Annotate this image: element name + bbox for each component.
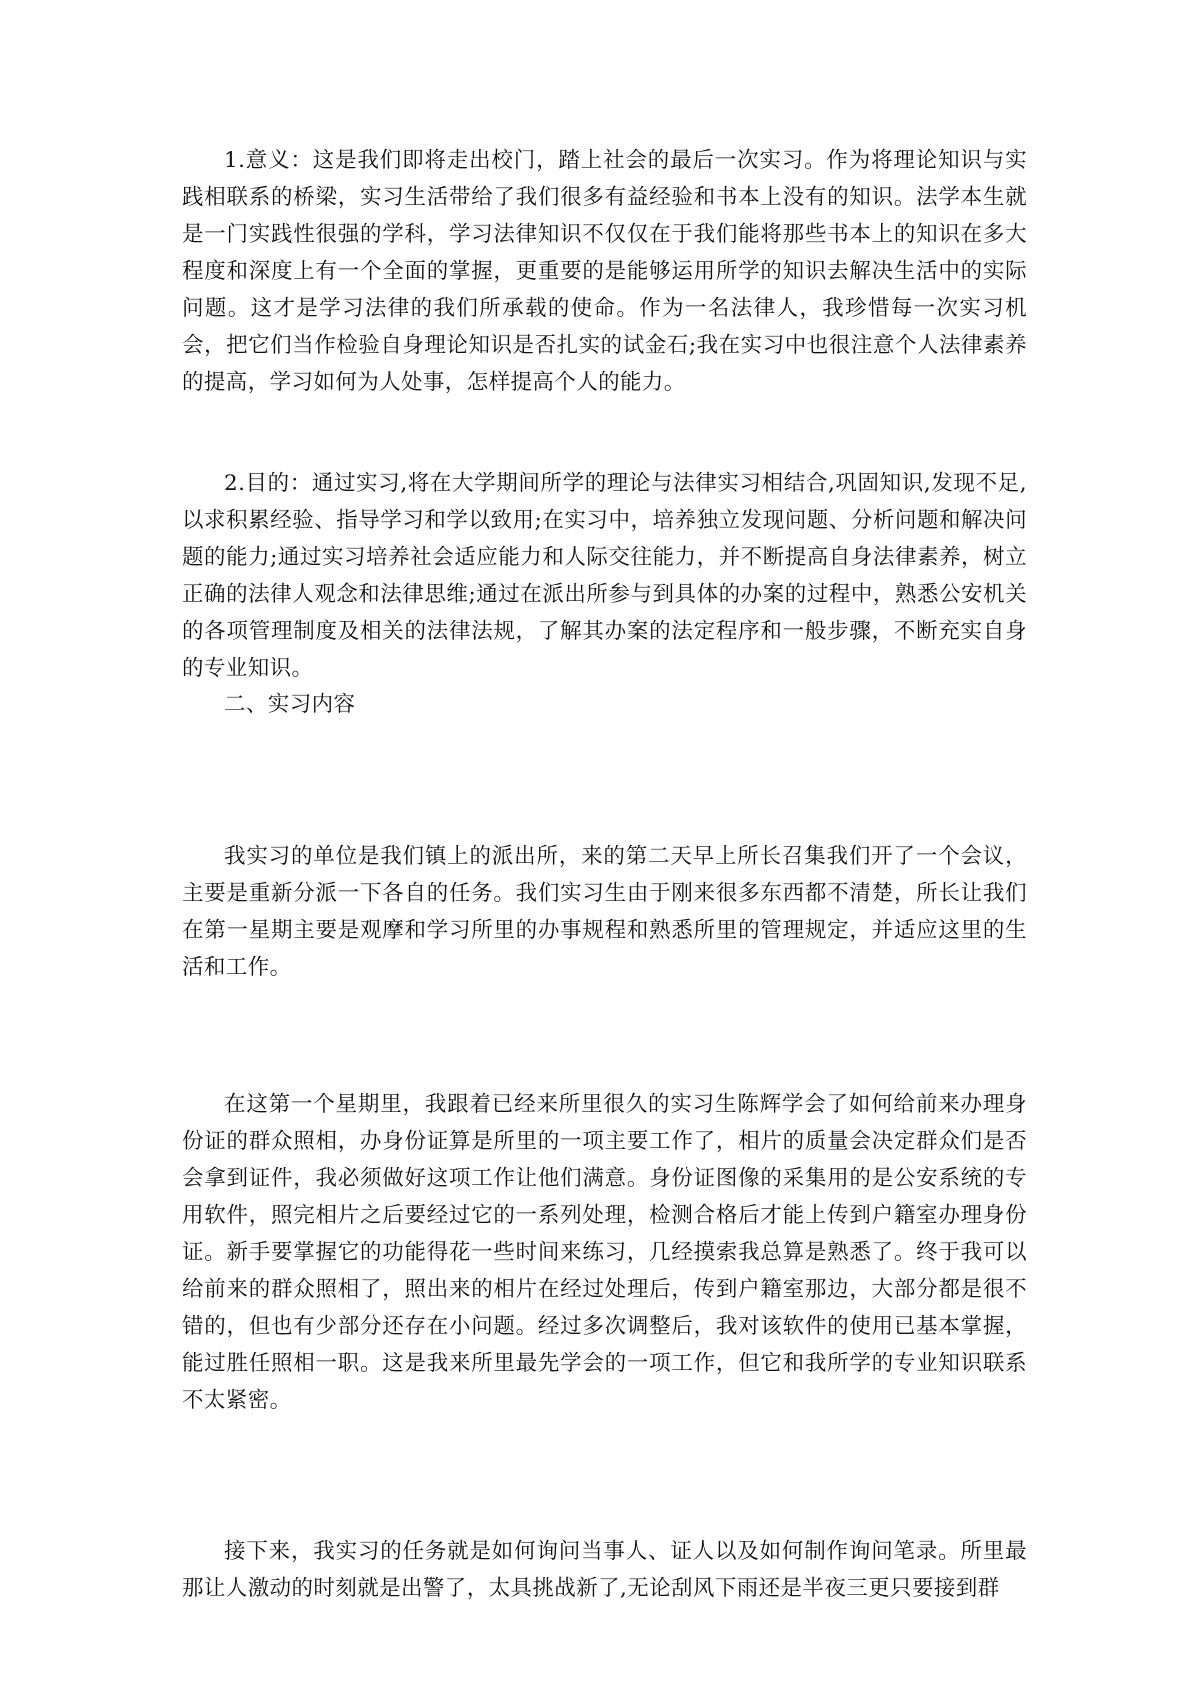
paragraph-purpose: 2.目的：通过实习,将在大学期间所学的理论与法律实习相结合,巩固知识,发现不足,以求积累经验、指导学习和学以致用;在实习中，培养独立发现问题、分析问题和解决问题的能力;通过实习培养社会适应能力和人际交往能力，并不断提高自身法律素养，树立正确的法律人观念和法律思维;通过在派出所参与到具体的办案的过程中，熟悉公安机关的各项管理制度及相关的法律法规，了解其办案的法定程序和一般步骤，不断充实自身的专业知识。 <box>182 471 1027 681</box>
paragraph-internship-unit: 我实习的单位是我们镇上的派出所，来的第二天早上所长召集我们开了一个会议，主要是重新分派一下各自的任务。我们实习生由于刚来很多东西都不清楚，所长让我们在第一星期主要是观摩和学习所里的办事规程和熟悉所里的管理规定，并适应这里的生活和工作。 <box>182 844 1027 980</box>
section-heading-internship-content: 二、实习内容 <box>224 692 356 717</box>
paragraph-next-task: 接下来，我实习的任务就是如何询问当事人、证人以及如何制作询问笔录。所里最那让人激动的时刻就是出警了，太具挑战新了,无论刮风下雨还是半夜三更只要接到群 <box>182 1539 1027 1601</box>
paragraph-significance: 1.意义：这是我们即将走出校门，踏上社会的最后一次实习。作为将理论知识与实践相联系的桥梁，实习生活带给了我们很多有益经验和书本上没有的知识。法学本生就是一门实践性很强的学科，学习法律知识不仅仅在于我们能将那些书本上的知识在多大程度和深度上有一个全面的掌握，更重要的是能够运用所学的知识去解决生活中的实际问题。这才是学习法律的我们所承载的使命。作为一名法律人，我珍惜每一次实习机会，把它们当作检验自身理论知识是否扎实的试金石;我在实习中也很注意个人法律素养的提高，学习如何为人处事，怎样提高个人的能力。 <box>182 148 1027 395</box>
paragraph-first-week: 在这第一个星期里，我跟着已经来所里很久的实习生陈辉学会了如何给前来办理身份证的群众照相，办身份证算是所里的一项主要工作了，相片的质量会决定群众们是否会拿到证件，我必须做好这项工作让他们满意。身份证图像的采集用的是公安系统的专用软件，照完相片之后要经过它的一系列处理，检测合格后才能上传到户籍室办理身份证。新手要掌握它的功能得花一些时间来练习，几经摸索我总算是熟悉了。终于我可以给前来的群众照相了，照出来的相片在经过处理后，传到户籍室那边，大部分都是很不错的，但也有少部分还存在小问题。经过多次调整后，我对该软件的使用已基本掌握，能过胜任照相一职。这是我来所里最先学会的一项工作，但它和我所学的专业知识联系不太紧密。 <box>182 1092 1027 1413</box>
